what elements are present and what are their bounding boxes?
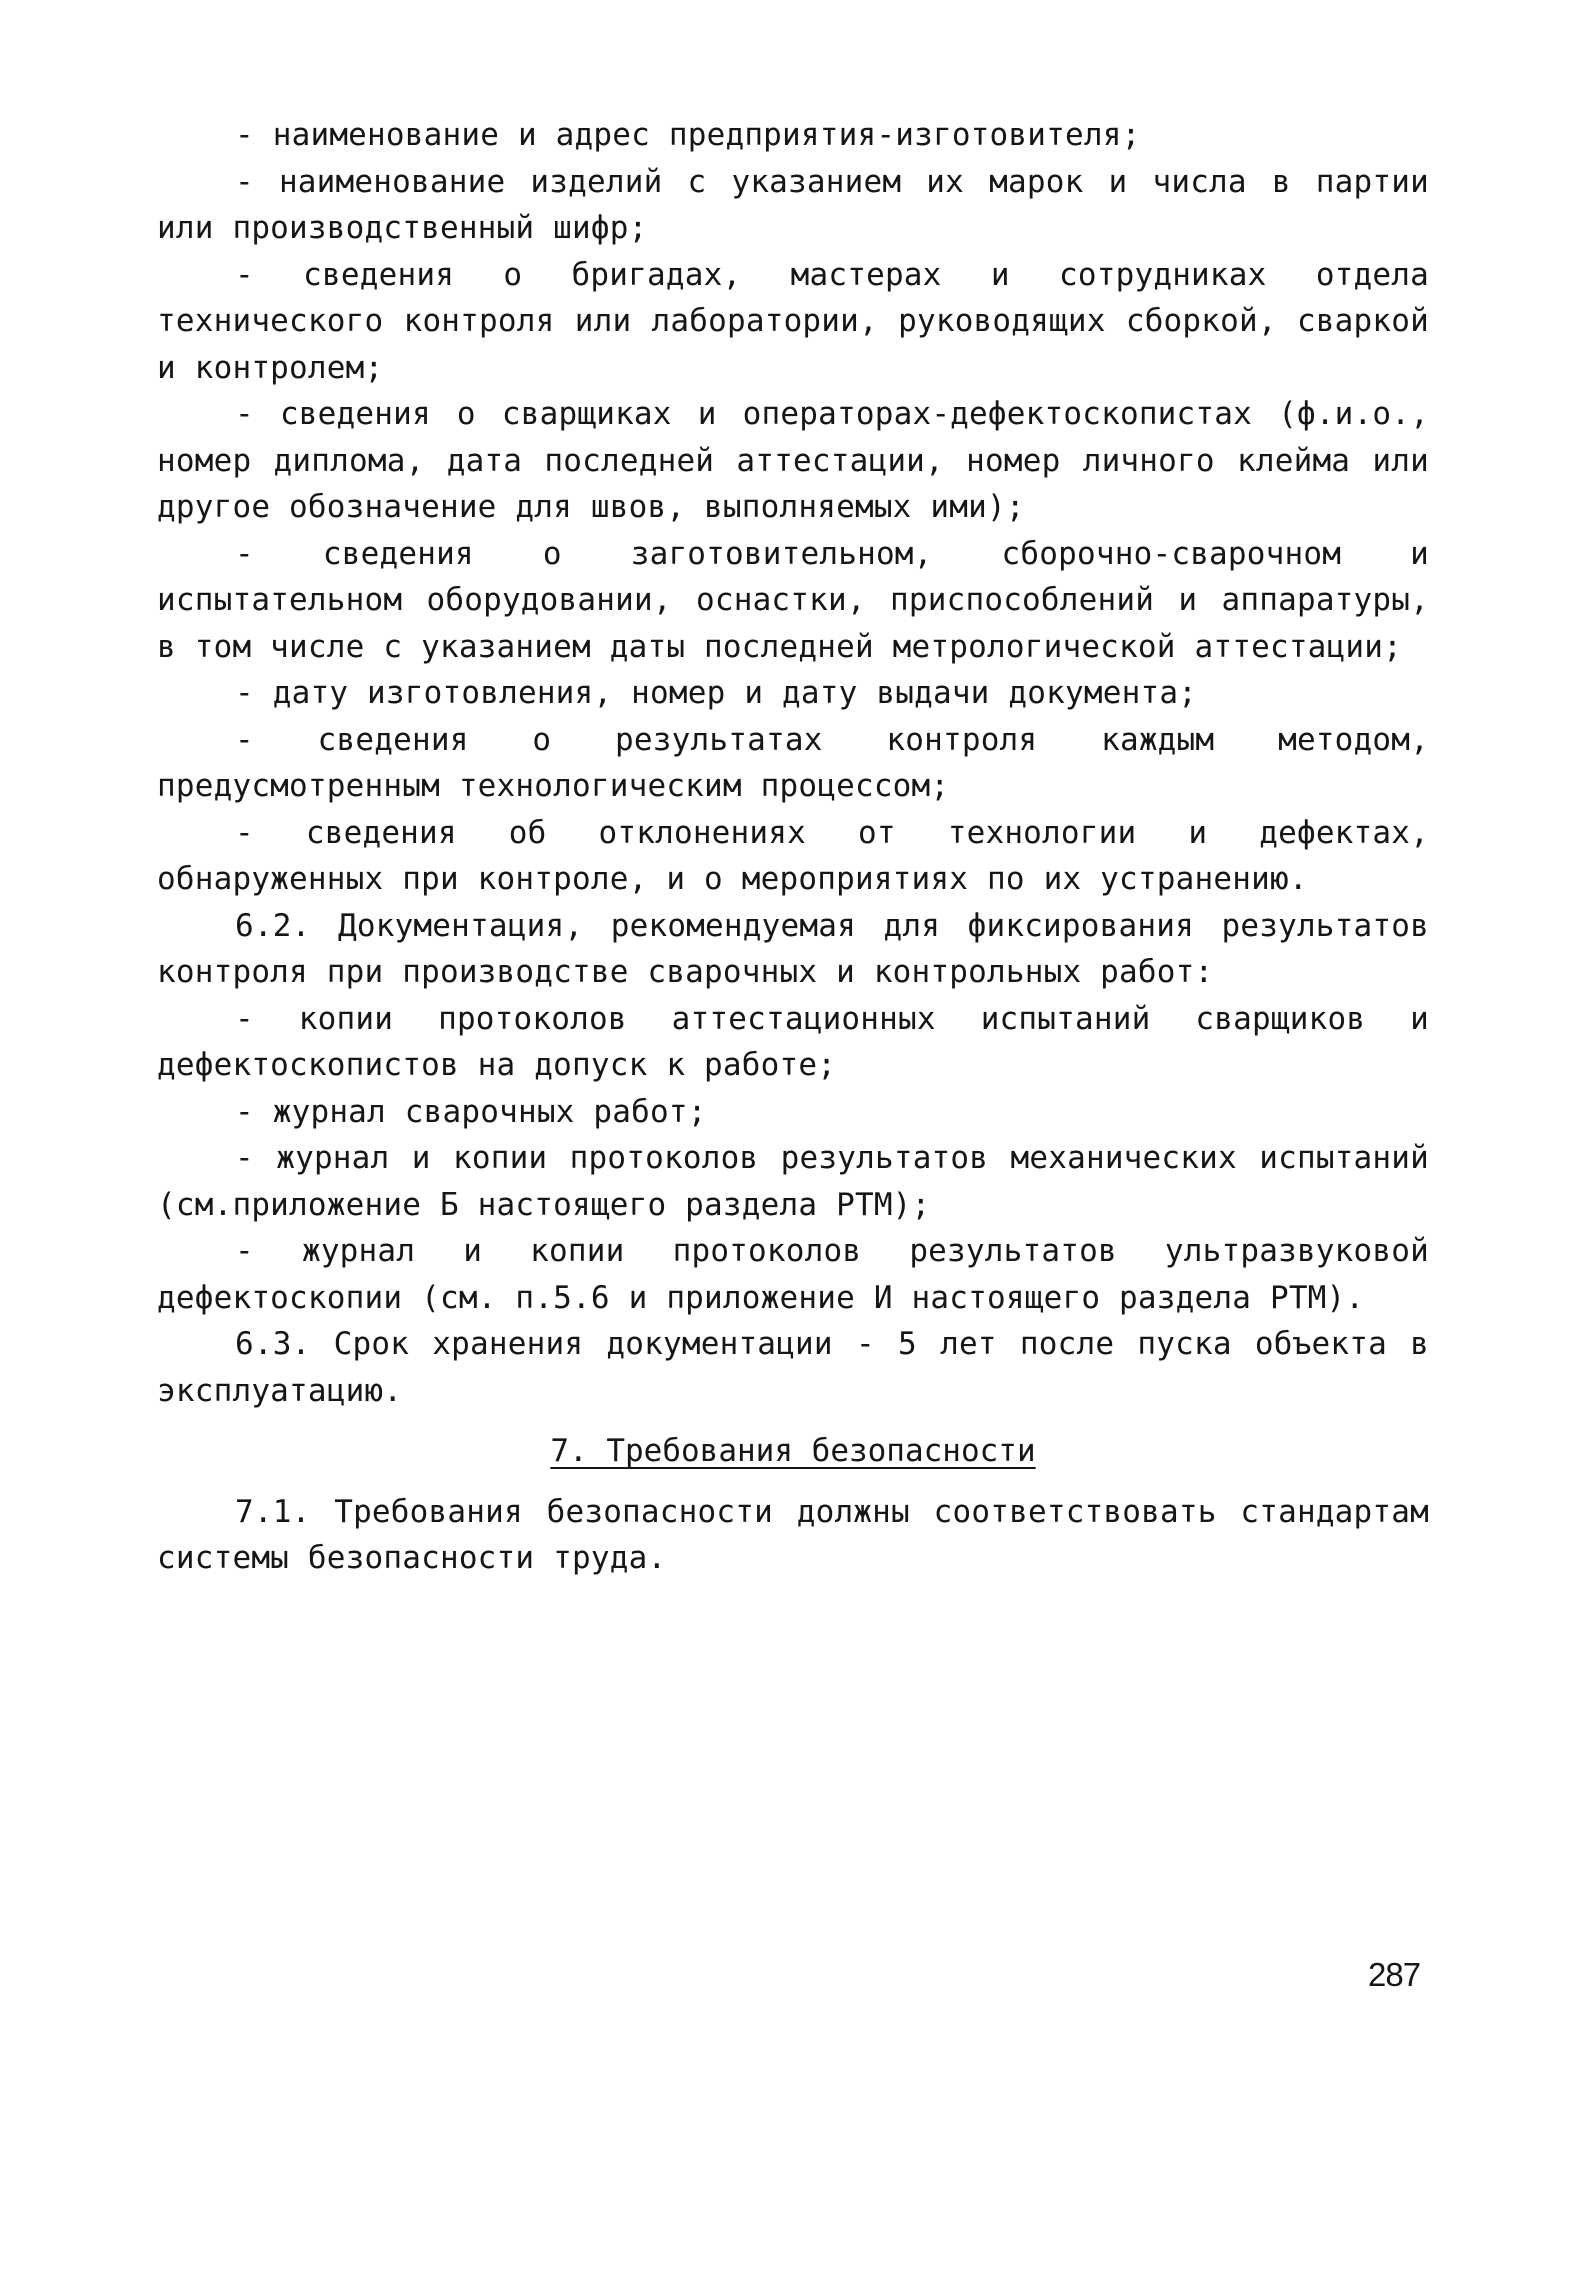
list-item: - дату изготовления, номер и дату выдачи документа;: [235, 675, 1198, 711]
list-item: - наименование изделий с указанием их марок и числа в партии или производственный шифр;: [157, 163, 1429, 246]
page-number: 287: [1368, 1956, 1421, 1993]
clause-7-1: 7.1. Требования безопасности должны соответствовать стандартам системы безопасности труда.: [157, 1493, 1429, 1576]
document-body: [157, 112, 1429, 1582]
clause-6-2: 6.2. Документация, рекомендуемая для фиксирования результатов контроля при производстве сварочных и контрольных работ:: [157, 907, 1429, 990]
list-item: - копии протоколов аттестационных испытаний сварщиков и дефектоскопистов на допуск к работе;: [157, 1000, 1429, 1083]
section-heading-text: 7. Требования безопасности: [550, 1433, 1036, 1469]
list-item: - наименование и адрес предприятия-изготовителя;: [235, 117, 1141, 153]
list-item: - журнал и копии протоколов результатов ультразвуковой дефектоскопии (см. п.5.6 и приложение И настоящего раздела РТМ).: [157, 1233, 1429, 1316]
list-item: - сведения об отклонениях от технологии и дефектах, обнаруженных при контроле, и о мероприятиях по их устранению.: [157, 814, 1429, 897]
list-item: - сведения о заготовительном, сборочно-сварочном и испытательном оборудовании, оснастки, приспособлений и аппаратуры, в том числе с указанием даты последней метрологической аттестации;: [157, 535, 1429, 665]
list-item: - сведения о сварщиках и операторах-дефектоскопистах (ф.и.о., номер диплома, дата последней аттестации, номер личного клейма или другое обозначение для швов, выполняемых ими);: [157, 396, 1429, 525]
list-item: - журнал и копии протоколов результатов механических испытаний (см.приложение Б настоящего раздела РТМ);: [157, 1140, 1429, 1223]
list-item: - сведения о результатах контроля каждым методом, предусмотренным технологическим процессом;: [157, 721, 1429, 804]
clause-6-3: 6.3. Срок хранения документации - 5 лет после пуска объекта в эксплуатацию.: [157, 1326, 1429, 1409]
list-item: - сведения о бригадах, мастерах и сотрудниках отдела технического контроля или лаборатории, руководящих сборкой, сваркой и контролем;: [157, 256, 1429, 386]
section-heading: [157, 1428, 1429, 1475]
list-item: - журнал сварочных работ;: [235, 1093, 707, 1130]
